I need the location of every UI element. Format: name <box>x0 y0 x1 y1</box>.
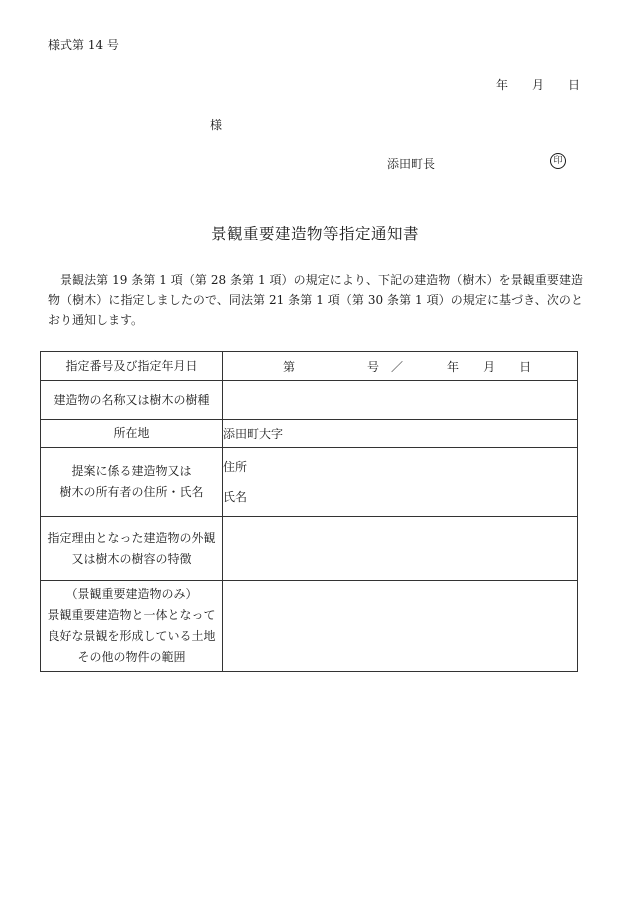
reason-field[interactable] <box>223 517 578 581</box>
owner-field[interactable] <box>223 448 578 517</box>
form-number: 様式第 14 号 <box>48 38 119 52</box>
reason-label-line1: 指定理由となった建造物の外観 <box>47 530 216 545</box>
seal-mark: 印 <box>550 153 566 169</box>
designation-number-label: 指定番号及び指定年月日 <box>41 352 223 381</box>
owner-label-line2: 樹木の所有者の住所・氏名 <box>59 485 204 499</box>
dai-label: 第 <box>283 359 296 374</box>
date-day-label: 日 <box>567 78 580 92</box>
table-row <box>41 352 578 381</box>
table-row <box>41 381 578 420</box>
date-year-label: 年 <box>495 78 508 92</box>
issue-date <box>496 76 580 93</box>
slash-separator: ／ <box>391 359 404 374</box>
issuer-name: 添田町長 <box>387 157 436 171</box>
table-row <box>41 420 578 448</box>
building-name-label: 建造物の名称又は樹木の樹種 <box>41 381 223 420</box>
year-label: 年 <box>447 359 460 374</box>
scope-field[interactable] <box>223 581 578 672</box>
owner-address-label: 住所 <box>223 460 248 474</box>
table-row <box>41 517 578 581</box>
go-label: 号 <box>367 359 380 374</box>
designation-number-field[interactable] <box>223 352 578 381</box>
month-label: 月 <box>483 359 496 374</box>
day-label: 日 <box>519 359 532 374</box>
owner-name-label: 氏名 <box>223 490 248 504</box>
location-label: 所在地 <box>41 420 223 448</box>
owner-label <box>41 448 223 517</box>
owner-label-line1: 提案に係る建造物又は <box>71 464 192 478</box>
date-month-label: 月 <box>531 78 544 92</box>
location-field[interactable]: 添田町大字 <box>223 420 578 448</box>
scope-label-line1: （景観重要建造物のみ） <box>65 587 198 601</box>
addressee-suffix: 様 <box>210 118 223 132</box>
notice-body <box>48 270 583 330</box>
table-row <box>41 448 578 517</box>
notice-body-text: 景観法第 19 条第 1 項（第 28 条第 1 項）の規定により、下記の建造物（樹木）を景観重要建造物（樹木）に指定しましたので、同法第 21 条第 1 項（第 30 条第 1 項）の規定に基づき、次のとおり通知します。 <box>48 273 583 327</box>
scope-label-line2: 景観重要建造物と一体となって <box>47 608 216 622</box>
scope-label-line3: 良好な景観を形成している土地 <box>47 629 216 643</box>
document-title: 景観重要建造物等指定通知書 <box>210 225 419 243</box>
table-row <box>41 581 578 672</box>
scope-label-line4: その他の物件の範囲 <box>77 650 186 664</box>
reason-label <box>41 517 223 581</box>
scope-label <box>41 581 223 672</box>
reason-label-line2: 又は樹木の樹容の特徴 <box>71 551 192 566</box>
designation-table <box>40 351 578 672</box>
building-name-field[interactable] <box>223 381 578 420</box>
